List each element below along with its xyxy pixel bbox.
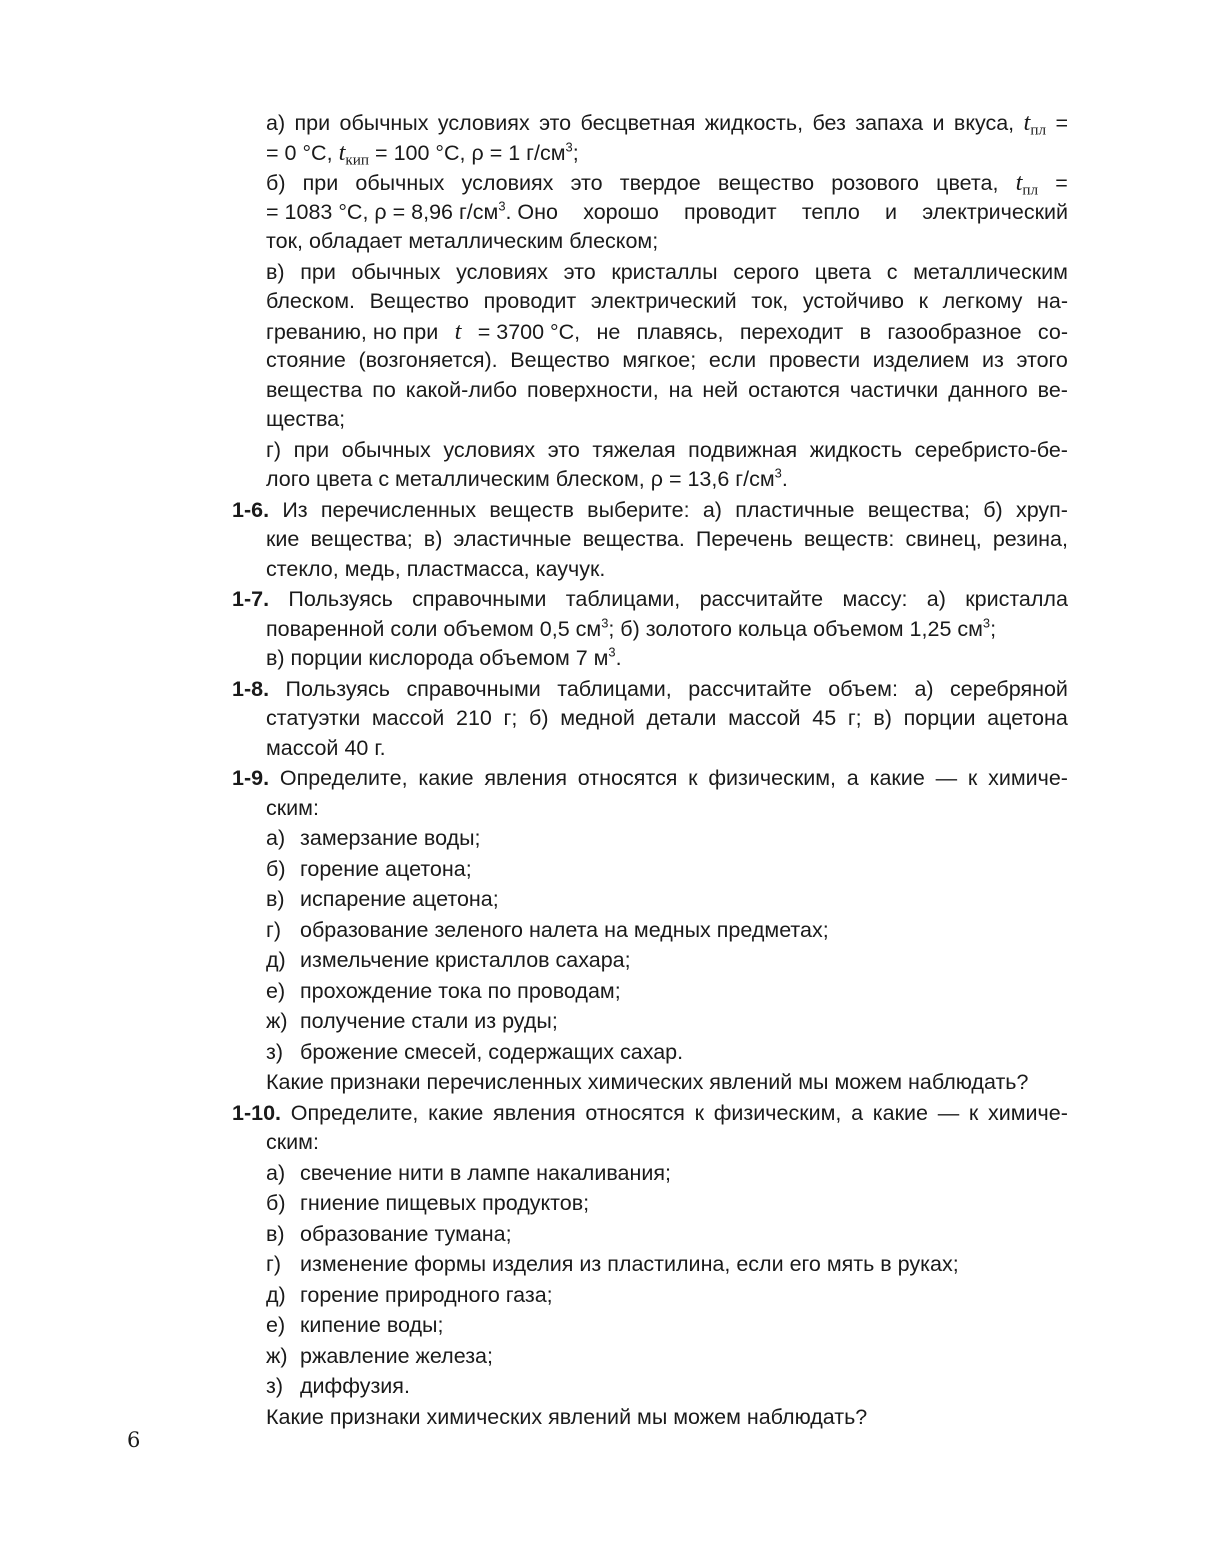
word: г; bbox=[503, 706, 518, 730]
item-text: диффузия. bbox=[300, 1374, 410, 1398]
word: жидкость, bbox=[704, 111, 804, 135]
melting-temp-symbol: $t_{пл}$ bbox=[1015, 169, 1039, 199]
word: в) bbox=[266, 259, 285, 284]
question-text: Какие признаки перечисленных химических явлений мы можем наблюдать? bbox=[266, 1070, 1029, 1094]
word: ским: bbox=[266, 1130, 319, 1154]
item-label: г) bbox=[266, 917, 282, 942]
word: стекло, bbox=[266, 556, 339, 581]
problem-number: 1-8. bbox=[232, 676, 270, 701]
word: в bbox=[859, 319, 871, 344]
word: — bbox=[935, 766, 958, 790]
word: справочными bbox=[412, 587, 547, 611]
word: проводит bbox=[483, 289, 577, 313]
word: массой bbox=[728, 706, 801, 730]
word: электрический bbox=[922, 199, 1068, 224]
word: медной bbox=[560, 706, 635, 730]
item-v-line-1 bbox=[232, 258, 1068, 288]
word: если bbox=[708, 348, 757, 372]
word: ским: bbox=[266, 795, 319, 820]
item-text: замерзание воды; bbox=[300, 826, 481, 850]
word: вещества bbox=[266, 377, 363, 402]
item-v-line-5 bbox=[232, 376, 1068, 406]
word: в) bbox=[873, 706, 892, 730]
item-label: а) bbox=[266, 1160, 286, 1185]
item-text: испарение ацетона; bbox=[300, 887, 499, 911]
word: кристаллы bbox=[611, 259, 718, 284]
text-fragment: = 100 °C, ρ = 1 $г/см^3$; bbox=[375, 139, 579, 165]
text-fragment: лого цвета с металлическим блеском, ρ = 13,6 $г/см^3$. bbox=[266, 465, 788, 491]
problem-number: 1-6. bbox=[232, 497, 270, 522]
word: = 3700 °C, bbox=[477, 319, 581, 344]
item-text: получение стали из руды; bbox=[300, 1009, 558, 1033]
word: Вещество bbox=[510, 348, 610, 372]
word: этого bbox=[1016, 348, 1068, 372]
word: кие bbox=[266, 527, 300, 551]
word: цвета bbox=[814, 259, 872, 284]
word: веществ bbox=[489, 497, 574, 522]
problem-1-9-line-2 bbox=[232, 794, 1068, 824]
word: с bbox=[886, 259, 898, 284]
item-text: образование тумана; bbox=[300, 1221, 512, 1246]
item-text: свечение нити в лампе накаливания; bbox=[300, 1160, 671, 1185]
word: б) bbox=[983, 497, 1003, 522]
word: обычных bbox=[339, 111, 429, 135]
list-item bbox=[232, 1372, 1068, 1402]
item-label: г) bbox=[266, 1252, 282, 1276]
word: относятся bbox=[585, 1100, 685, 1125]
word: не bbox=[596, 319, 621, 344]
word: частички bbox=[849, 377, 939, 402]
word: обычных bbox=[351, 259, 441, 284]
word: = bbox=[1055, 171, 1068, 195]
item-text: кипение воды; bbox=[300, 1313, 444, 1337]
word: какие bbox=[418, 766, 474, 790]
word: тяжелая bbox=[592, 437, 676, 462]
word: к bbox=[968, 1100, 979, 1125]
word: условиях bbox=[437, 111, 530, 135]
word: хруп- bbox=[1015, 497, 1068, 522]
word: при bbox=[294, 111, 331, 135]
word: мягкое; bbox=[622, 348, 697, 372]
word: = bbox=[1055, 111, 1068, 135]
word: к bbox=[688, 766, 698, 790]
word: легкому bbox=[942, 289, 1023, 313]
word: а bbox=[851, 1100, 864, 1125]
word: обладает bbox=[308, 229, 403, 253]
list-item bbox=[232, 946, 1068, 976]
word: Вещество bbox=[369, 289, 470, 313]
word: со- bbox=[1037, 319, 1068, 344]
word: вещества; bbox=[310, 527, 413, 551]
item-label: з) bbox=[266, 1374, 284, 1398]
word: это bbox=[570, 171, 603, 195]
word: электрический bbox=[590, 289, 737, 313]
word: запаха bbox=[855, 111, 924, 135]
word: какой-либо bbox=[405, 377, 518, 402]
word: а) bbox=[266, 111, 286, 135]
word: детали bbox=[646, 706, 717, 730]
problem-1-10-line-1 bbox=[232, 1099, 1068, 1129]
word: розового bbox=[831, 171, 920, 195]
word: статуэтки bbox=[266, 706, 361, 730]
word: относятся bbox=[577, 766, 678, 790]
word: серебряной bbox=[950, 676, 1068, 701]
page-content bbox=[232, 108, 1068, 1432]
word: и bbox=[884, 199, 897, 224]
list-item bbox=[232, 1007, 1068, 1037]
list-item bbox=[232, 824, 1068, 854]
word: условиях bbox=[456, 259, 548, 284]
word: (возгоняется). bbox=[358, 348, 498, 372]
word: Определите, bbox=[290, 1100, 419, 1125]
word: какие bbox=[428, 1100, 484, 1125]
problem-1-6-line-1 bbox=[232, 496, 1068, 526]
word: а) bbox=[702, 497, 722, 522]
word: справочными bbox=[406, 676, 541, 701]
word: Пользуясь bbox=[288, 587, 393, 611]
word: Определите, bbox=[279, 766, 408, 790]
word: жидкость bbox=[809, 437, 903, 462]
problem-1-10-list bbox=[232, 1159, 1068, 1402]
problem-1-7-line-3 bbox=[232, 644, 1068, 674]
word: плавясь, bbox=[636, 319, 724, 344]
word: серого bbox=[733, 259, 800, 284]
item-v-line-2 bbox=[232, 287, 1068, 317]
problem-1-8-line-1 bbox=[232, 675, 1068, 705]
word: изделием bbox=[872, 348, 970, 372]
word: Перечень bbox=[695, 527, 793, 551]
word: вещества. bbox=[582, 527, 685, 551]
word: таблицами, bbox=[557, 676, 672, 701]
word: порции bbox=[903, 706, 976, 730]
item-text: ржавление железа; bbox=[300, 1343, 493, 1368]
word: массой bbox=[266, 735, 339, 760]
word: проводит bbox=[684, 199, 777, 224]
word: к bbox=[967, 766, 978, 790]
word: при bbox=[300, 259, 336, 284]
item-text: горение природного газа; bbox=[300, 1282, 553, 1307]
word: веществ: bbox=[803, 527, 895, 551]
problem-1-9-list bbox=[232, 824, 1068, 1067]
word: Из bbox=[282, 497, 308, 522]
list-item bbox=[232, 1342, 1068, 1372]
word: при bbox=[302, 171, 339, 195]
word: массу: bbox=[842, 587, 908, 611]
word: устойчиво bbox=[802, 289, 905, 313]
item-label: б) bbox=[266, 1191, 286, 1215]
word: обычных bbox=[355, 171, 445, 195]
word: обычных bbox=[341, 437, 431, 462]
word: и bbox=[932, 111, 945, 135]
word: подвижная bbox=[688, 437, 798, 462]
word: металлическим bbox=[408, 229, 564, 253]
word: провести bbox=[768, 348, 861, 372]
temperature-symbol: t bbox=[454, 317, 462, 345]
question-text: Какие признаки химических явлений мы можем наблюдать? bbox=[266, 1404, 868, 1429]
item-text: прохождение тока по проводам; bbox=[300, 978, 621, 1003]
word: к bbox=[918, 289, 929, 313]
word: какие bbox=[872, 1100, 928, 1125]
word: это bbox=[539, 111, 572, 135]
word: б) bbox=[266, 171, 286, 195]
item-label: д) bbox=[266, 1282, 286, 1307]
problem-number: 1-10. bbox=[232, 1100, 282, 1125]
word: а) bbox=[914, 676, 934, 701]
text-fragment: = 1083 °C, ρ = 8,96 $г/см^3$. Оно bbox=[266, 198, 558, 224]
word: пластмасса, bbox=[406, 556, 530, 581]
text-fragment: в) порции кислорода объемом 7 $м^3$. bbox=[266, 644, 622, 670]
list-item bbox=[232, 1159, 1068, 1189]
word: явления bbox=[493, 1100, 576, 1125]
list-item bbox=[232, 885, 1068, 915]
item-label: е) bbox=[266, 978, 286, 1003]
problem-1-8-line-3 bbox=[232, 734, 1068, 764]
word: по bbox=[372, 377, 396, 402]
word: газообразное bbox=[887, 319, 1022, 344]
item-label: ж) bbox=[266, 1009, 288, 1033]
item-v-line-4 bbox=[232, 346, 1068, 376]
problem-1-7-line-2 bbox=[232, 615, 1068, 645]
word: — bbox=[937, 1100, 960, 1125]
list-item bbox=[232, 1311, 1068, 1341]
word: без bbox=[812, 111, 846, 135]
word: металлическим bbox=[913, 259, 1068, 284]
word: перечисленных bbox=[320, 497, 477, 522]
item-b-line-2 bbox=[232, 198, 1068, 228]
item-text: образование зеленого налета на медных предметах; bbox=[300, 917, 829, 942]
word: объем: bbox=[828, 676, 898, 701]
word: стояние bbox=[266, 348, 346, 372]
word: ве- bbox=[1037, 377, 1068, 402]
item-label: б) bbox=[266, 856, 286, 881]
item-label: ж) bbox=[266, 1343, 288, 1368]
boiling-temp-symbol: $t_{кип}$ bbox=[338, 138, 370, 169]
text-fragment: поваренной соли объемом 0,5 $см^3$; б) золотого кольца объемом 1,25 $см^3$; bbox=[266, 615, 997, 641]
problem-1-6-line-3 bbox=[232, 555, 1068, 585]
word: б) bbox=[529, 706, 549, 730]
word: ней bbox=[702, 377, 739, 402]
word: химиче- bbox=[988, 766, 1068, 790]
word: ток, bbox=[751, 289, 789, 313]
word: при bbox=[293, 437, 330, 462]
item-label: д) bbox=[266, 948, 286, 972]
word: условиях bbox=[461, 171, 554, 195]
word: а bbox=[846, 766, 859, 790]
list-item bbox=[232, 916, 1068, 946]
problem-1-8-line-2 bbox=[232, 704, 1068, 734]
problem-1-10-question bbox=[232, 1403, 1068, 1433]
word: к bbox=[694, 1100, 705, 1125]
item-g-line-2 bbox=[232, 465, 1068, 495]
word: 45 bbox=[812, 706, 837, 730]
word: 40 bbox=[344, 735, 369, 760]
item-label: в) bbox=[266, 887, 285, 911]
word: поверхности, bbox=[527, 377, 659, 402]
item-v-line-6 bbox=[232, 405, 1068, 435]
word: пластичные bbox=[735, 497, 855, 522]
word: на bbox=[668, 377, 693, 402]
word: щества; bbox=[266, 407, 346, 431]
problem-1-10-line-2 bbox=[232, 1128, 1068, 1158]
item-text: горение ацетона; bbox=[300, 856, 472, 881]
item-label: а) bbox=[266, 826, 286, 850]
word: массой bbox=[371, 706, 445, 730]
word: Пользуясь bbox=[285, 676, 390, 701]
list-item bbox=[232, 1281, 1068, 1311]
word: блеском. bbox=[266, 289, 355, 313]
word: вещество bbox=[717, 171, 815, 195]
list-item bbox=[232, 1250, 1068, 1280]
item-label: з) bbox=[266, 1039, 284, 1064]
list-item bbox=[232, 855, 1068, 885]
problem-1-9-line-1 bbox=[232, 764, 1068, 794]
word: физическим, bbox=[708, 766, 836, 790]
item-b-line-1 bbox=[232, 168, 1068, 198]
word: рассчитайте bbox=[699, 587, 824, 611]
word: в) bbox=[423, 527, 443, 551]
text-fragment: = 0 °C, bbox=[266, 140, 333, 165]
item-label: е) bbox=[266, 1313, 286, 1337]
melting-temp-symbol: $t_{пл}$ bbox=[1023, 109, 1047, 139]
word: тепло bbox=[801, 199, 860, 224]
word: хорошо bbox=[583, 199, 659, 224]
page-number: 6 bbox=[127, 1428, 141, 1452]
word: физическим, bbox=[713, 1100, 842, 1125]
word: вкуса, bbox=[953, 111, 1015, 135]
word: переходит bbox=[739, 319, 844, 344]
item-b-line-3 bbox=[232, 227, 1068, 257]
item-a-line-2 bbox=[232, 138, 1068, 168]
word: цвета, bbox=[936, 171, 999, 195]
word: а) bbox=[926, 587, 946, 611]
word: бесцветная bbox=[580, 111, 696, 135]
word: серебристо-бе- bbox=[914, 437, 1068, 462]
problem-1-7-line-1 bbox=[232, 585, 1068, 615]
item-text: брожение смесей, содержащих сахар. bbox=[300, 1039, 684, 1064]
word: 210 bbox=[456, 706, 492, 730]
word: г. bbox=[374, 735, 386, 760]
word: эластичные bbox=[453, 527, 572, 551]
word: ацетона bbox=[987, 706, 1068, 730]
list-item bbox=[232, 977, 1068, 1007]
item-g-line-1 bbox=[232, 436, 1068, 466]
word: условиях bbox=[443, 437, 536, 462]
word: это bbox=[563, 259, 596, 284]
word: кристалла bbox=[965, 587, 1068, 611]
word: явления bbox=[484, 766, 567, 790]
word: на- bbox=[1036, 289, 1068, 313]
item-v-line-3 bbox=[232, 317, 1068, 347]
problem-1-6-line-2 bbox=[232, 525, 1068, 555]
word: химиче- bbox=[988, 1100, 1068, 1125]
word: данного bbox=[948, 377, 1028, 402]
word: из bbox=[981, 348, 1004, 372]
text-fragment: греванию, но при bbox=[266, 319, 439, 344]
list-item bbox=[232, 1189, 1068, 1219]
item-a-line-1 bbox=[232, 108, 1068, 138]
problem-1-9-question bbox=[232, 1068, 1068, 1098]
word: резина, bbox=[992, 527, 1068, 551]
item-text: измельчение кристаллов сахара; bbox=[300, 948, 631, 972]
word: блеском; bbox=[569, 229, 659, 253]
word: это bbox=[547, 437, 580, 462]
word: какие bbox=[869, 766, 925, 790]
word: выберите: bbox=[587, 497, 690, 522]
item-text: гниение пищевых продуктов; bbox=[300, 1191, 590, 1215]
word: г; bbox=[847, 706, 862, 730]
word: свинец, bbox=[905, 527, 982, 551]
word: каучук. bbox=[535, 556, 606, 581]
word: ток, bbox=[266, 229, 303, 253]
word: твердое bbox=[619, 171, 701, 195]
item-label: в) bbox=[266, 1221, 285, 1246]
word: медь, bbox=[344, 556, 401, 581]
word: рассчитайте bbox=[688, 676, 812, 701]
list-item bbox=[232, 1220, 1068, 1250]
word: таблицами, bbox=[565, 587, 681, 611]
item-text: изменение формы изделия из пластилина, если его мять в руках; bbox=[300, 1252, 959, 1276]
word: остаются bbox=[748, 377, 840, 402]
word: г) bbox=[266, 437, 282, 462]
list-item bbox=[232, 1038, 1068, 1068]
problem-number: 1-9. bbox=[232, 766, 270, 790]
problem-number: 1-7. bbox=[232, 587, 270, 611]
word: вещества; bbox=[867, 497, 970, 522]
